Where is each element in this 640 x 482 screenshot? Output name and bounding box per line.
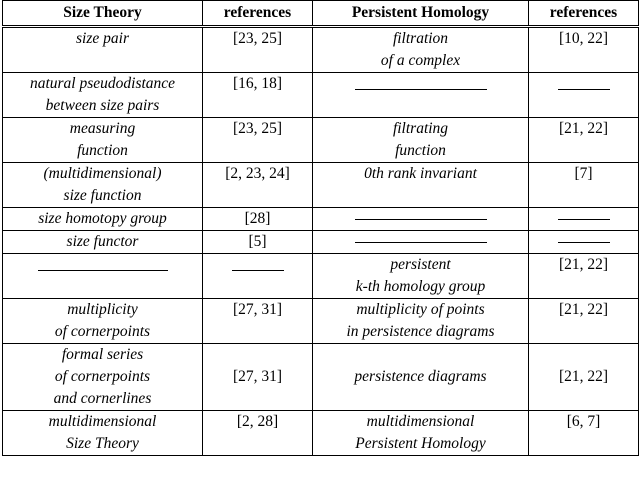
ph-reference-cell: [7] <box>529 163 639 208</box>
header-references-1: references <box>203 1 313 27</box>
table-row <box>3 344 639 411</box>
persistent-homology-cell: persistent k-th homology group <box>313 254 529 299</box>
persistent-homology-cell: filtration of a complex <box>313 27 529 73</box>
empty-dash <box>355 219 487 220</box>
size-theory-cell: natural pseudodistance between size pairs <box>3 73 203 118</box>
size-theory-cell: multidimensional Size Theory <box>3 411 203 456</box>
ph-reference-cell: [21, 22] <box>529 299 639 344</box>
table-row <box>3 411 639 456</box>
header-references-2: references <box>529 1 639 27</box>
ph-reference-cell: [6, 7] <box>529 411 639 456</box>
persistent-homology-cell-empty <box>313 208 529 231</box>
ph-reference-cell-empty <box>529 208 639 231</box>
ph-reference-cell-empty <box>529 73 639 118</box>
st-reference-cell: [2, 23, 24] <box>203 163 313 208</box>
persistent-homology-cell: multiplicity of points in persistence diagrams <box>313 299 529 344</box>
empty-dash <box>38 270 168 271</box>
st-reference-cell: [2, 28] <box>203 411 313 456</box>
table-row <box>3 231 639 254</box>
persistent-homology-cell-empty <box>313 231 529 254</box>
ph-reference-cell: [21, 22] <box>529 254 639 299</box>
table-row <box>3 254 639 299</box>
ph-reference-cell: [21, 22] <box>529 344 639 411</box>
table-row <box>3 27 639 73</box>
header-persistent-homology: Persistent Homology <box>313 1 529 27</box>
comparison-table <box>2 0 639 456</box>
table-row <box>3 208 639 231</box>
table-row <box>3 163 639 208</box>
persistent-homology-cell: persistence diagrams <box>313 344 529 411</box>
empty-dash <box>355 89 487 90</box>
st-reference-cell: [27, 31] <box>203 299 313 344</box>
ph-reference-cell-empty <box>529 231 639 254</box>
st-reference-cell-empty <box>203 254 313 299</box>
size-theory-cell: formal series of cornerpoints and cornerlines <box>3 344 203 411</box>
table-row <box>3 118 639 163</box>
size-theory-cell: multiplicity of cornerpoints <box>3 299 203 344</box>
table-row <box>3 299 639 344</box>
empty-dash <box>558 219 610 220</box>
size-theory-cell: size pair <box>3 27 203 73</box>
persistent-homology-cell-empty <box>313 73 529 118</box>
table-row <box>3 73 639 118</box>
persistent-homology-cell: filtrating function <box>313 118 529 163</box>
persistent-homology-cell: multidimensional Persistent Homology <box>313 411 529 456</box>
st-reference-cell: [23, 25] <box>203 27 313 73</box>
st-reference-cell: [23, 25] <box>203 118 313 163</box>
size-theory-cell-empty <box>3 254 203 299</box>
st-reference-cell: [5] <box>203 231 313 254</box>
empty-dash <box>355 242 487 243</box>
st-reference-cell: [16, 18] <box>203 73 313 118</box>
size-theory-cell: (multidimensional) size function <box>3 163 203 208</box>
header-row <box>3 1 639 27</box>
ph-reference-cell: [10, 22] <box>529 27 639 73</box>
ph-reference-cell: [21, 22] <box>529 118 639 163</box>
empty-dash <box>558 242 610 243</box>
header-size-theory: Size Theory <box>3 1 203 27</box>
persistent-homology-cell: 0th rank invariant <box>313 163 529 208</box>
size-theory-cell: size homotopy group <box>3 208 203 231</box>
st-reference-cell: [27, 31] <box>203 344 313 411</box>
empty-dash <box>558 89 610 90</box>
size-theory-cell: size functor <box>3 231 203 254</box>
empty-dash <box>232 270 284 271</box>
st-reference-cell: [28] <box>203 208 313 231</box>
size-theory-cell: measuring function <box>3 118 203 163</box>
